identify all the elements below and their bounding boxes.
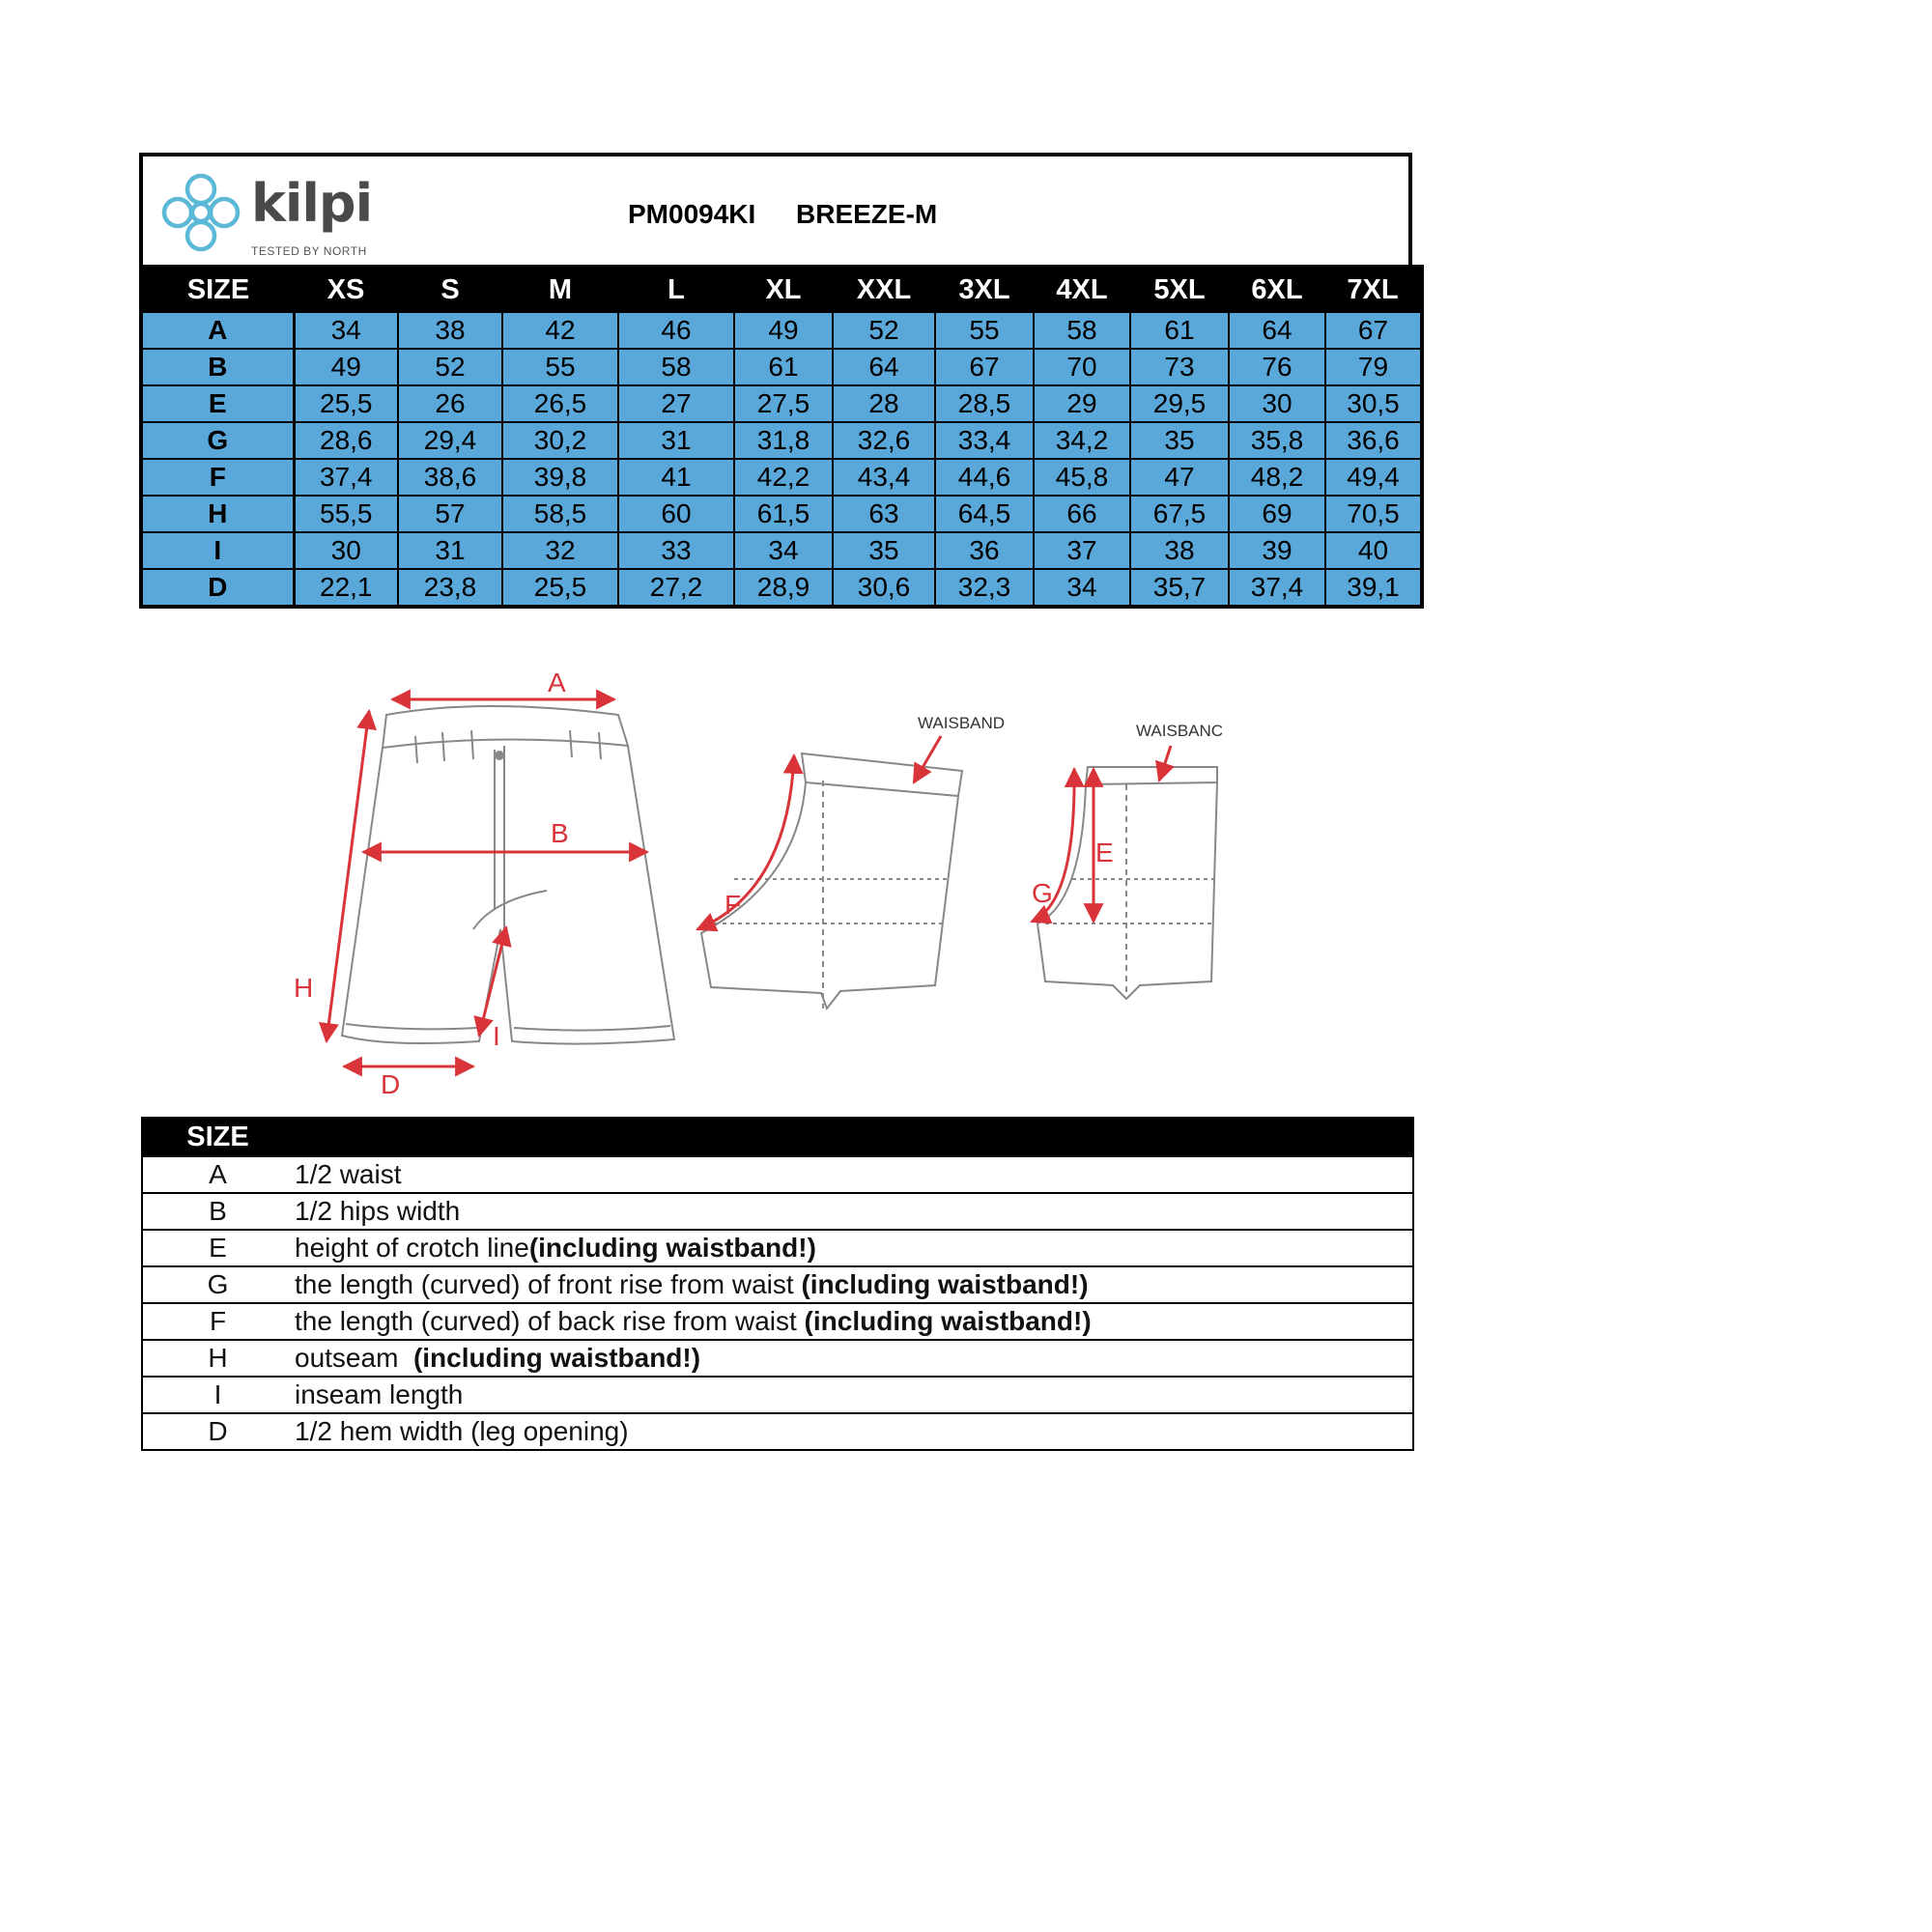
size-value-cell: 25,5 [294, 385, 398, 422]
legend-header-blank [293, 1118, 1413, 1156]
brand-name: kilpi [251, 173, 373, 234]
legend-code: E [142, 1230, 293, 1266]
legend-description [293, 1340, 1413, 1377]
label-i: I [493, 1021, 500, 1051]
size-value-cell: 49,4 [1325, 459, 1422, 496]
size-value-cell: 69 [1229, 496, 1325, 532]
legend-description [293, 1413, 1413, 1450]
legend-row [142, 1340, 1413, 1377]
size-row-h [141, 496, 1422, 532]
measurement-diagram [280, 649, 1246, 1094]
label-b: B [551, 818, 569, 848]
size-value-cell: 32,3 [935, 569, 1034, 607]
legend-code: H [142, 1340, 293, 1377]
measurement-code: I [141, 532, 294, 569]
size-value-cell: 34 [294, 312, 398, 349]
size-value-cell: 67 [935, 349, 1034, 385]
legend-text: 1/2 hem width (leg opening) [295, 1416, 629, 1446]
legend-text: the length (curved) of back rise from waist [295, 1306, 805, 1336]
legend-text: height of crotch line [295, 1233, 529, 1263]
legend-text: outseam [295, 1343, 413, 1373]
size-value-cell: 32 [502, 532, 618, 569]
legend-text: 1/2 waist [295, 1159, 402, 1189]
legend-description [293, 1230, 1413, 1266]
measurement-code: D [141, 569, 294, 607]
size-value-cell: 73 [1130, 349, 1229, 385]
legend-row [142, 1266, 1413, 1303]
legend-row [142, 1193, 1413, 1230]
front-measurements [327, 699, 647, 1066]
label-h: H [294, 973, 314, 1003]
size-header: L [618, 267, 734, 312]
size-value-cell: 76 [1229, 349, 1325, 385]
size-value-cell: 58,5 [502, 496, 618, 532]
size-value-cell: 60 [618, 496, 734, 532]
size-value-cell: 42,2 [734, 459, 833, 496]
legend-header-label: SIZE [142, 1118, 293, 1156]
size-value-cell: 58 [1034, 312, 1130, 349]
legend-code: G [142, 1266, 293, 1303]
legend-text: the length (curved) of front rise from waist [295, 1269, 802, 1299]
size-header: M [502, 267, 618, 312]
chart-header [139, 153, 1412, 265]
back-rise-drawing [701, 753, 962, 1009]
size-value-cell: 49 [734, 312, 833, 349]
size-header: XL [734, 267, 833, 312]
size-value-cell: 26,5 [502, 385, 618, 422]
size-value-cell: 66 [1034, 496, 1130, 532]
size-value-cell: 29 [1034, 385, 1130, 422]
size-header: XS [294, 267, 398, 312]
size-value-cell: 47 [1130, 459, 1229, 496]
size-value-cell: 35,8 [1229, 422, 1325, 459]
size-value-cell: 31 [398, 532, 502, 569]
size-value-cell: 39 [1229, 532, 1325, 569]
legend-code: A [142, 1156, 293, 1193]
size-value-cell: 64,5 [935, 496, 1034, 532]
legend-note: (including waistband!) [804, 1306, 1092, 1336]
size-value-cell: 28,9 [734, 569, 833, 607]
size-value-cell: 61,5 [734, 496, 833, 532]
size-header: S [398, 267, 502, 312]
size-value-cell: 30,2 [502, 422, 618, 459]
size-value-cell: 31 [618, 422, 734, 459]
size-value-cell: 52 [398, 349, 502, 385]
legend-description [293, 1193, 1413, 1230]
size-header: 3XL [935, 267, 1034, 312]
size-value-cell: 38,6 [398, 459, 502, 496]
size-value-cell: 35 [1130, 422, 1229, 459]
size-value-cell: 30 [1229, 385, 1325, 422]
size-value-cell: 67 [1325, 312, 1422, 349]
size-value-cell: 70,5 [1325, 496, 1422, 532]
size-row-e [141, 385, 1422, 422]
size-value-cell: 64 [1229, 312, 1325, 349]
size-value-cell: 35 [833, 532, 935, 569]
size-value-cell: 43,4 [833, 459, 935, 496]
size-value-cell: 30,5 [1325, 385, 1422, 422]
size-row-i [141, 532, 1422, 569]
size-value-cell: 32,6 [833, 422, 935, 459]
legend-text: inseam length [295, 1379, 464, 1409]
size-value-cell: 55 [502, 349, 618, 385]
size-value-cell: 30,6 [833, 569, 935, 607]
measurement-code: B [141, 349, 294, 385]
size-value-cell: 28,6 [294, 422, 398, 459]
size-header: 7XL [1325, 267, 1422, 312]
size-value-cell: 36,6 [1325, 422, 1422, 459]
size-value-cell: 37,4 [294, 459, 398, 496]
size-value-cell: 31,8 [734, 422, 833, 459]
shorts-diagram-svg [280, 649, 1246, 1094]
size-value-cell: 42 [502, 312, 618, 349]
waistband-label-front: WAISBANC [1136, 722, 1224, 740]
waistband-label-back: WAISBAND [918, 714, 1006, 732]
label-f: F [724, 890, 742, 920]
knot-logo-icon [155, 166, 247, 259]
size-value-cell: 36 [935, 532, 1034, 569]
legend-code: B [142, 1193, 293, 1230]
size-value-cell: 23,8 [398, 569, 502, 607]
size-value-cell: 38 [1130, 532, 1229, 569]
size-row-g [141, 422, 1422, 459]
size-value-cell: 37 [1034, 532, 1130, 569]
size-header-row [141, 267, 1422, 312]
size-value-cell: 39,1 [1325, 569, 1422, 607]
measurement-code: A [141, 312, 294, 349]
size-row-d [141, 569, 1422, 607]
size-value-cell: 67,5 [1130, 496, 1229, 532]
size-value-cell: 70 [1034, 349, 1130, 385]
product-name: BREEZE-M [796, 199, 938, 229]
legend-row [142, 1156, 1413, 1193]
legend-code: I [142, 1377, 293, 1413]
size-value-cell: 29,4 [398, 422, 502, 459]
size-value-cell: 28 [833, 385, 935, 422]
size-value-cell: 27,2 [618, 569, 734, 607]
size-value-cell: 61 [734, 349, 833, 385]
size-value-cell: 48,2 [1229, 459, 1325, 496]
size-header: 4XL [1034, 267, 1130, 312]
size-row-b [141, 349, 1422, 385]
size-chart-table [139, 265, 1424, 609]
size-value-cell: 61 [1130, 312, 1229, 349]
legend-table-body [142, 1156, 1413, 1450]
size-value-cell: 27 [618, 385, 734, 422]
size-value-cell: 33 [618, 532, 734, 569]
label-e: E [1095, 838, 1114, 867]
size-value-cell: 40 [1325, 532, 1422, 569]
legend-note: (including waistband!) [412, 1343, 701, 1373]
legend-text: 1/2 hips width [295, 1196, 461, 1226]
measurement-code: E [141, 385, 294, 422]
size-value-cell: 44,6 [935, 459, 1034, 496]
size-value-cell: 34 [1034, 569, 1130, 607]
size-value-cell: 49 [294, 349, 398, 385]
size-value-cell: 55,5 [294, 496, 398, 532]
size-value-cell: 27,5 [734, 385, 833, 422]
size-value-cell: 63 [833, 496, 935, 532]
size-row-a [141, 312, 1422, 349]
size-value-cell: 30 [294, 532, 398, 569]
legend-description [293, 1266, 1413, 1303]
size-table-body [141, 312, 1422, 607]
legend-description [293, 1303, 1413, 1340]
legend-row [142, 1377, 1413, 1413]
size-value-cell: 28,5 [935, 385, 1034, 422]
label-d: D [381, 1069, 401, 1094]
measurement-code: F [141, 459, 294, 496]
legend-description [293, 1156, 1413, 1193]
size-value-cell: 35,7 [1130, 569, 1229, 607]
size-value-cell: 34 [734, 532, 833, 569]
brand-logo [155, 166, 386, 263]
size-value-cell: 39,8 [502, 459, 618, 496]
size-value-cell: 45,8 [1034, 459, 1130, 496]
measurement-code: G [141, 422, 294, 459]
size-value-cell: 64 [833, 349, 935, 385]
size-header: XXL [833, 267, 935, 312]
size-value-cell: 26 [398, 385, 502, 422]
size-value-cell: 55 [935, 312, 1034, 349]
shorts-front-drawing [342, 706, 674, 1044]
label-a: A [548, 668, 566, 697]
size-value-cell: 46 [618, 312, 734, 349]
size-value-cell: 58 [618, 349, 734, 385]
size-value-cell: 22,1 [294, 569, 398, 607]
size-row-f [141, 459, 1422, 496]
measurement-code: H [141, 496, 294, 532]
size-value-cell: 57 [398, 496, 502, 532]
size-value-cell: 41 [618, 459, 734, 496]
size-value-cell: 29,5 [1130, 385, 1229, 422]
size-value-cell: 38 [398, 312, 502, 349]
product-code: PM0094KI [628, 199, 756, 229]
legend-header-row [142, 1118, 1413, 1156]
front-rise-drawing [1037, 767, 1217, 999]
label-g: G [1032, 878, 1053, 908]
size-value-cell: 25,5 [502, 569, 618, 607]
legend-row [142, 1230, 1413, 1266]
legend-note: (including waistband!) [528, 1233, 816, 1263]
size-value-cell: 52 [833, 312, 935, 349]
brand-tagline: TESTED BY NORTH [251, 244, 367, 258]
legend-description [293, 1377, 1413, 1413]
measurement-legend-table [141, 1117, 1414, 1451]
size-value-cell: 33,4 [935, 422, 1034, 459]
legend-code: D [142, 1413, 293, 1450]
size-value-cell: 34,2 [1034, 422, 1130, 459]
size-header: 5XL [1130, 267, 1229, 312]
legend-code: F [142, 1303, 293, 1340]
legend-row [142, 1413, 1413, 1450]
size-header-label: SIZE [141, 267, 294, 312]
size-header: 6XL [1229, 267, 1325, 312]
size-value-cell: 79 [1325, 349, 1422, 385]
size-value-cell: 37,4 [1229, 569, 1325, 607]
legend-note: (including waistband!) [801, 1269, 1089, 1299]
legend-row [142, 1303, 1413, 1340]
